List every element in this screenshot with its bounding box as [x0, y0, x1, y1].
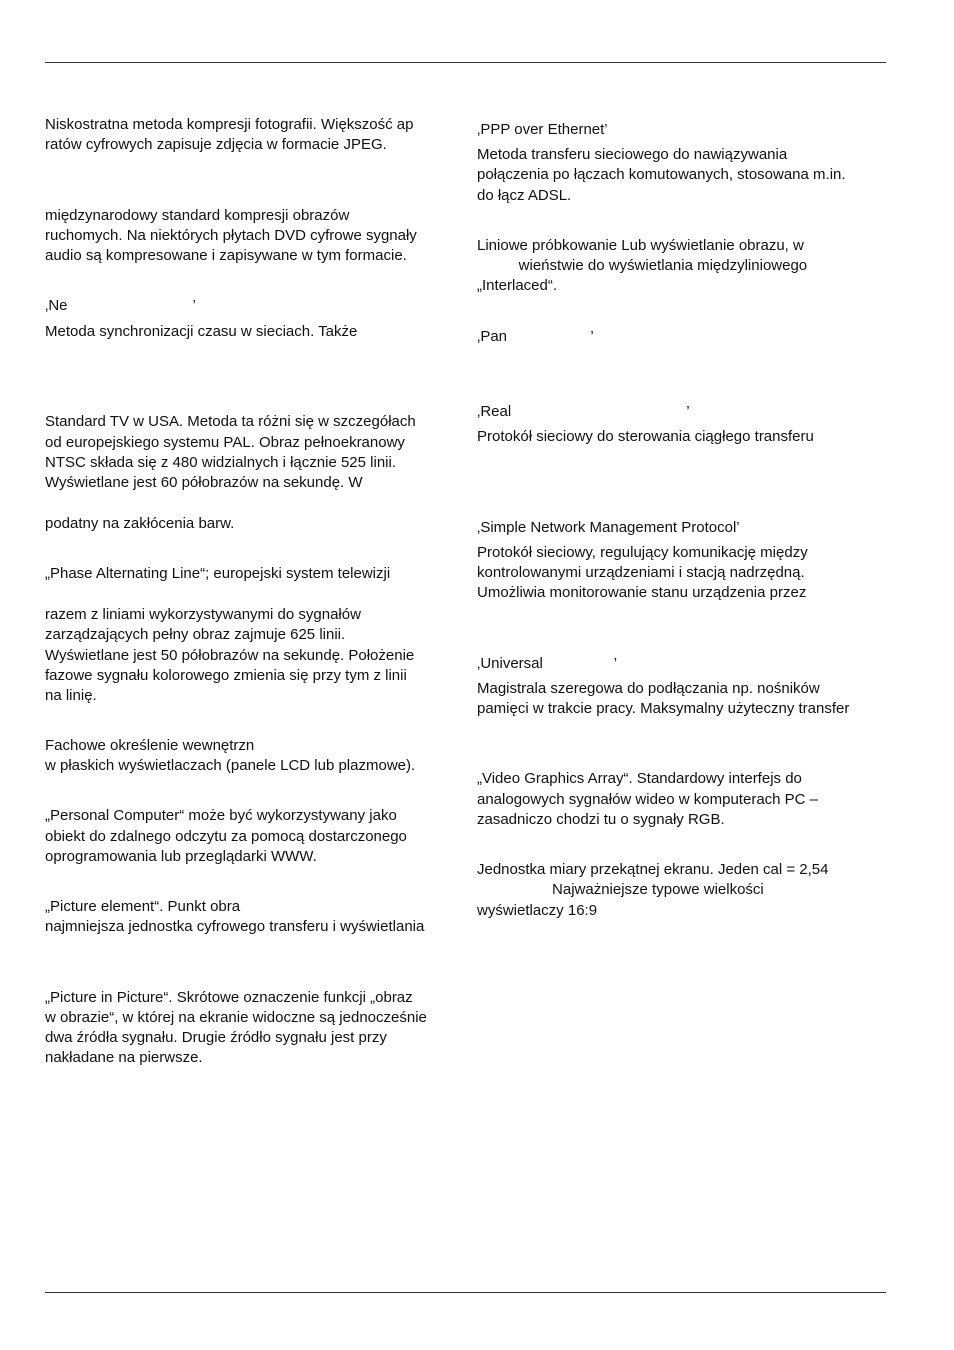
mpeg-line-1: międzynarodowy standard kompresji obrazów: [45, 207, 350, 224]
snmp-line-3: Umożliwia monitorowanie stanu urządzenia przez: [477, 584, 807, 601]
usb-line-1: Magistrala szeregowa do podłączania np. nośników: [477, 680, 820, 697]
ntsc-line-5: podatny na zakłócenia barw.: [45, 515, 235, 532]
snmp-line-2: kontrolowanymi urządzeniami i stacją nadrzędną.: [477, 564, 805, 581]
pal-line-6: na linię.: [45, 687, 97, 704]
pal-line-2: razem z liniami wykorzystywanymi do sygnałów: [45, 606, 361, 623]
progressive-line-1: Liniowe próbkowanie Lub wyświetlanie obrazu, w: [477, 237, 804, 254]
pal-line-4: Wyświetlane jest 50 półobrazów na sekundę. Położenie: [45, 647, 415, 664]
pan-heading: ‚Pan ’: [477, 328, 594, 345]
pppoe-line-1: Metoda transferu sieciowego do nawiązywania: [477, 146, 788, 163]
mpeg-line-3: audio są kompresowane i zapisywane w tym formacie.: [45, 247, 407, 264]
progressive-line-3: „Interlaced“.: [477, 277, 558, 294]
pc-line-1: „Personal Computer“ może być wykorzystywany jako: [45, 807, 397, 824]
pal-line-1: „Phase Alternating Line“; europejski system telewizji: [45, 565, 391, 582]
pc-line-3: oprogramowania lub przeglądarki WWW.: [45, 848, 317, 865]
ntp-line-1: Metoda synchronizacji czasu w sieciach. Także: [45, 323, 358, 340]
jpeg-line-2: ratów cyfrowych zapisuje zdjęcia w formacie JPEG.: [45, 136, 387, 153]
ntsc-line-4: Wyświetlane jest 60 półobrazów na sekundę. W: [45, 474, 363, 491]
jpeg-line-1: Niskostratna metoda kompresji fotografii. Większość ap: [45, 116, 414, 133]
pppoe-line-2: połączenia po łączach komutowanych, stosowana m.in.: [477, 166, 846, 183]
pixel-line-1: „Picture element“. Punkt obra: [45, 898, 241, 915]
ntsc-line-2: od europejskiego systemu PAL. Obraz pełnoekranowy: [45, 434, 405, 451]
rtsp-heading: ‚Real ’: [477, 403, 690, 420]
pixel-line-2: najmniejsza jednostka cyfrowego transferu i wyświetlania: [45, 918, 425, 935]
pc-line-2: obiekt do zdalnego odczytu za pomocą dostarczonego: [45, 828, 407, 845]
snmp-heading: ‚Simple Network Management Protocol’: [477, 519, 740, 536]
cal-line-2: Najważniejsze typowe wielkości: [477, 881, 764, 898]
pal-line-5: fazowe sygnału kolorowego zmienia się przy tym z linii: [45, 667, 407, 684]
pip-line-2: w obrazie“, w której na ekranie widoczne są jednocześnie: [45, 1009, 427, 1026]
progressive-line-2: wieństwie do wyświetlania międzyliniowego: [477, 257, 808, 274]
header-rule: [45, 62, 886, 63]
usb-line-2: pamięci w trakcie pracy. Maksymalny użyteczny transfer: [477, 700, 850, 717]
vga-line-3: zasadniczo chodzi tu o sygnały RGB.: [477, 811, 725, 828]
vga-line-2: analogowych sygnałów wideo w komputerach PC –: [477, 791, 819, 808]
rtsp-line-1: Protokół sieciowy do sterowania ciągłego transferu: [477, 428, 814, 445]
vga-line-1: „Video Graphics Array“. Standardowy interfejs do: [477, 770, 802, 787]
panel-line-1: Fachowe określenie wewnętrzn: [45, 737, 255, 754]
pal-line-3: zarządzających pełny obraz zajmuje 625 linii.: [45, 626, 346, 643]
pppoe-line-3: do łącz ADSL.: [477, 187, 572, 204]
usb-heading: ‚Universal ’: [477, 655, 618, 672]
ntp-heading: ‚Ne ’: [45, 297, 196, 314]
pppoe-heading: ‚PPP over Ethernet’: [477, 121, 608, 138]
ntsc-line-3: NTSC składa się z 480 widzialnych i łącznie 525 linii.: [45, 454, 396, 471]
pip-line-1: „Picture in Picture“. Skrótowe oznaczenie funkcji „obraz: [45, 989, 413, 1006]
snmp-line-1: Protokół sieciowy, regulujący komunikację między: [477, 544, 808, 561]
ntsc-line-1: Standard TV w USA. Metoda ta różni się w szczegółach: [45, 413, 416, 430]
cal-line-3: wyświetlaczy 16:9: [477, 902, 598, 919]
pip-line-4: nakładane na pierwsze.: [45, 1049, 203, 1066]
pip-line-3: dwa źródła sygnału. Drugie źródło sygnału jest przy: [45, 1029, 387, 1046]
footer-rule: [45, 1292, 886, 1293]
cal-line-1: Jednostka miary przekątnej ekranu. Jeden cal = 2,54: [477, 861, 829, 878]
mpeg-line-2: ruchomych. Na niektórych płytach DVD cyfrowe sygnały: [45, 227, 417, 244]
panel-line-2: w płaskich wyświetlaczach (panele LCD lub plazmowe).: [45, 757, 416, 774]
